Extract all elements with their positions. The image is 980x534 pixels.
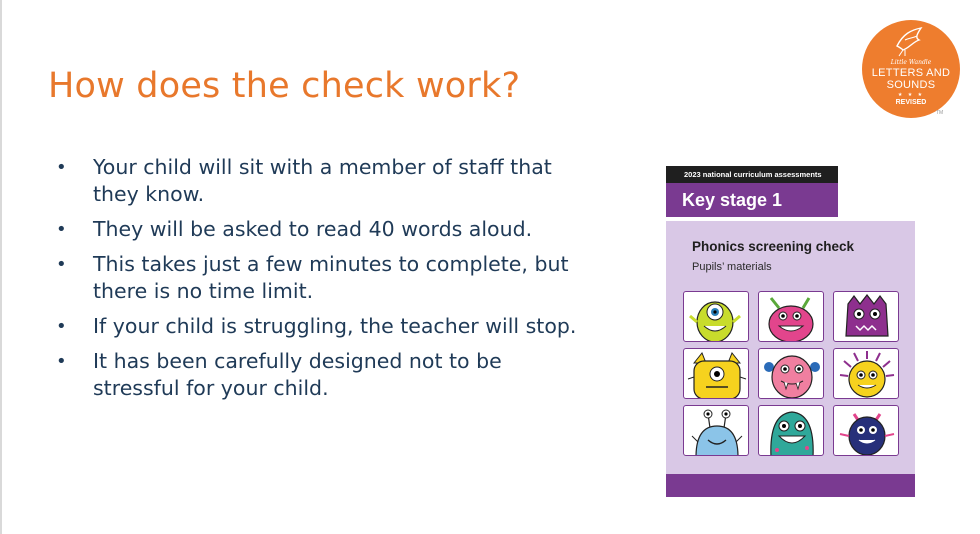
yellow-monster-icon xyxy=(683,348,749,399)
booklet-cover-image xyxy=(666,166,915,497)
bullet-item xyxy=(52,313,592,340)
bullet-item xyxy=(52,348,592,402)
bullet-dot: • xyxy=(56,351,67,372)
letters-and-sounds-logo xyxy=(862,20,960,118)
bullet-text: It has been carefully designed not to be stressful for your child. xyxy=(93,349,502,400)
logo-revised: REVISED xyxy=(895,99,927,106)
bullet-item xyxy=(52,251,592,305)
cover-stage: Key stage 1 xyxy=(666,183,838,217)
navy-monster-icon xyxy=(833,405,899,456)
cover-subtitle: Pupils’ materials xyxy=(692,261,772,273)
logo-line1: LETTERS AND xyxy=(871,67,951,79)
bullet-dot: • xyxy=(56,316,67,337)
spiky-yellow-monster-icon xyxy=(833,348,899,399)
trademark: TM xyxy=(936,110,944,116)
bullet-dot: • xyxy=(56,219,67,240)
bullet-item xyxy=(52,216,592,243)
logo-line2: SOUNDS xyxy=(886,79,936,91)
green-monster-icon xyxy=(683,291,749,342)
cover-bottom-bar xyxy=(666,474,915,497)
logo-stars: ★ ★ ★ xyxy=(897,92,925,98)
bullet-list xyxy=(52,154,592,410)
slide-edge xyxy=(0,0,2,534)
purple-monster-icon xyxy=(833,291,899,342)
slide-title: How does the check work? xyxy=(48,66,521,106)
monster-grid xyxy=(683,291,899,458)
bullet-item xyxy=(52,154,592,208)
bullet-text: If your child is struggling, the teacher will stop. xyxy=(93,314,577,338)
bullet-dot: • xyxy=(56,254,67,275)
cover-top-label: 2023 national curriculum assessments xyxy=(666,166,838,183)
blue-monster-icon xyxy=(683,405,749,456)
bullet-text: Your child will sit with a member of staff that they know. xyxy=(93,155,552,206)
teal-monster-icon xyxy=(758,405,824,456)
pink-monster-icon xyxy=(758,291,824,342)
bullet-text: They will be asked to read 40 words aloud. xyxy=(93,217,533,241)
bird-icon xyxy=(893,26,929,58)
bullet-text: This takes just a few minutes to complete, but there is no time limit. xyxy=(93,252,569,303)
logo-small-text: Little Wandle xyxy=(890,59,932,66)
bullet-dot: • xyxy=(56,157,67,178)
pink-fanged-monster-icon xyxy=(758,348,824,399)
cover-title: Phonics screening check xyxy=(692,239,855,254)
